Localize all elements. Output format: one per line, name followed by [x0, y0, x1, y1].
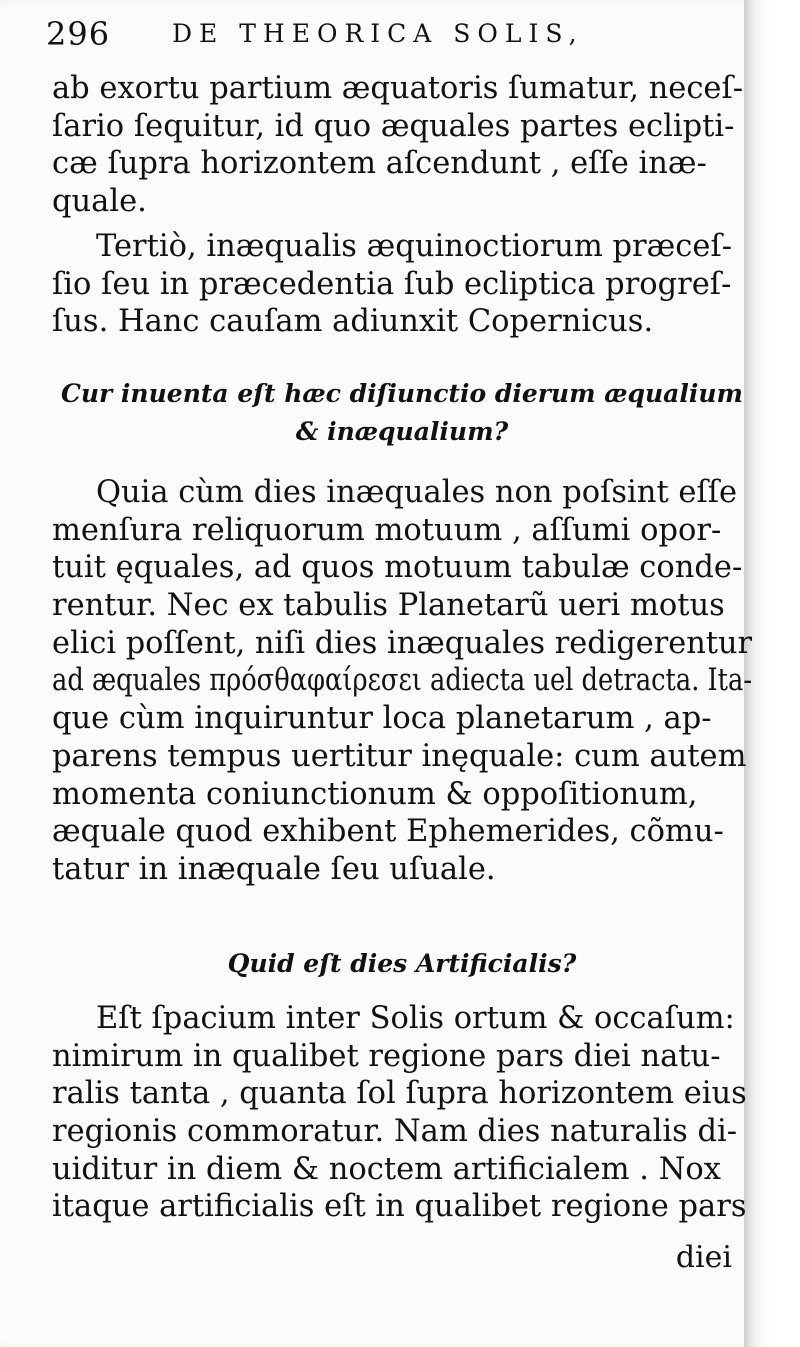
question-heading-2: [52, 945, 752, 983]
text-line: regionis commoratur. Nam dies naturalis di-: [52, 1114, 738, 1150]
text-line: parens tempus uertitur inęquale: cum autem: [52, 738, 747, 774]
text-line: nimirum in qualibet regione pars diei natu-: [52, 1038, 721, 1074]
running-title: DE THEORICA SOLIS,: [172, 19, 584, 48]
text-line: ſio ſeu in præcedentia ſub ecliptica progreſ-: [52, 266, 732, 302]
text-line: ralis tanta , quanta ſol ſupra horizontem eius: [52, 1076, 747, 1112]
text-line: æquale quod exhibent Ephemerides, cõmu-: [52, 814, 724, 850]
text-line: cæ ſupra horizontem aſcendunt , eſſe inæ-: [52, 146, 707, 182]
text-line: Eſt ſpacium inter Solis ortum & occaſum:: [96, 1001, 735, 1036]
page-number: 296: [46, 15, 111, 53]
text-line: ab exortu partium æquatoris ſumatur, neceſ-: [52, 71, 744, 106]
text-line: ſus. Hanc cauſam adiunxit Copernicus.: [52, 304, 654, 340]
paragraph-4: [52, 1000, 752, 1226]
text-line: rentur. Nec ex tabulis Planetarũ ueri motus: [52, 588, 725, 624]
question-line: & inæqualium?: [295, 416, 509, 446]
text-line: itaque artificialis eſt in qualibet regione pars: [52, 1189, 747, 1225]
paragraph-2: [52, 228, 752, 341]
text-line: tuit ęquales, ad quos motuum tabulæ conde-: [52, 550, 743, 586]
text-line: que cùm inquiruntur loca planetarum , ap-: [52, 701, 712, 737]
question-line: Quid eſt dies Artificialis?: [227, 949, 577, 978]
text-line: uiditur in diem & noctem artificialem . Nox: [52, 1151, 721, 1187]
text-line: elici poſſent, niſi dies inæquales redigerentur: [52, 625, 752, 661]
text-line: quale.: [52, 184, 147, 220]
question-line: Cur inuenta eſt hæc diſiunctio dierum æqualium: [60, 379, 744, 408]
catchword: diei: [675, 1240, 732, 1275]
running-head: [46, 14, 746, 54]
text-line: menſura reliquorum motuum , aſſumi opor-: [52, 512, 722, 548]
text-line: Quia cùm dies inæquales non poſsint eſſe: [96, 475, 738, 510]
paragraph-1: [52, 70, 752, 221]
text-line: tatur in inæquale ſeu uſuale.: [52, 851, 496, 887]
question-heading-1: [52, 375, 752, 450]
text-line: ad æquales πρόσθαφαίρεσει adiecta uel detracta. Ita-: [52, 663, 753, 699]
text-line: momenta coniunctionum & oppoſitionum,: [52, 776, 698, 812]
text-line: Tertiò, inæqualis æquinoctiorum præceſ-: [96, 229, 733, 264]
paragraph-3: [52, 474, 752, 889]
text-line: ſario ſequitur, id quo æquales partes eclipti-: [52, 108, 735, 144]
